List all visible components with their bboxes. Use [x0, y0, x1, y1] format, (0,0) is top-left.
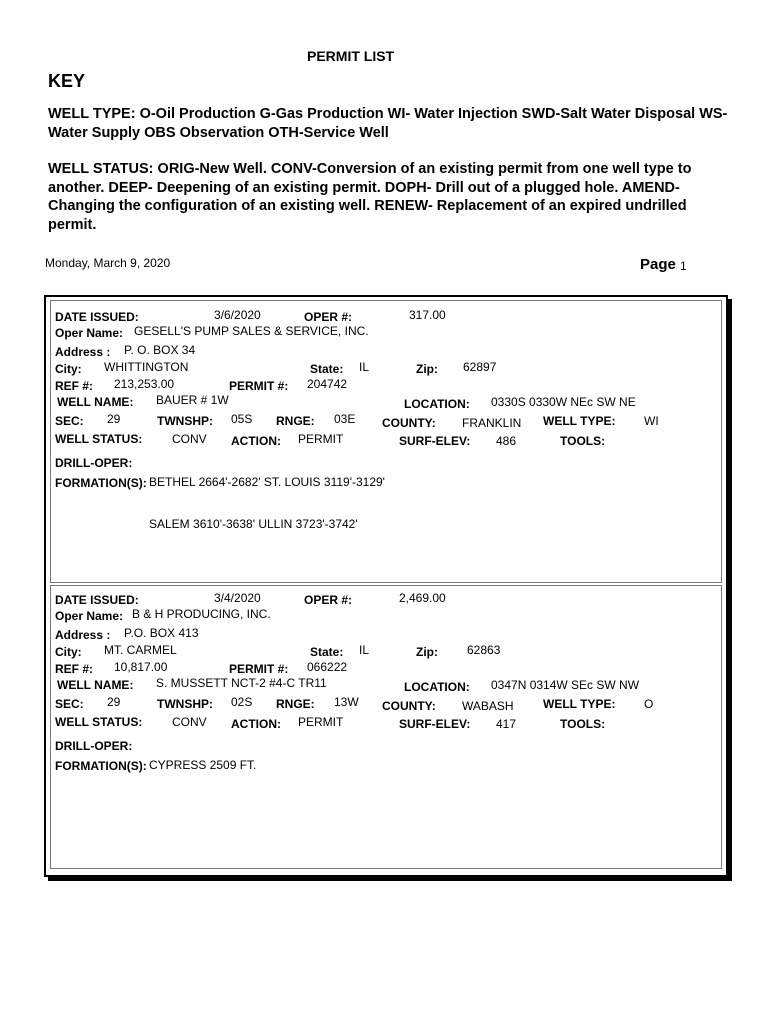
action-label: ACTION:: [231, 717, 281, 731]
well-name-value: S. MUSSETT NCT-2 #4-C TR11: [156, 676, 327, 690]
date-issued-value: 3/6/2020: [214, 308, 261, 322]
county-label: COUNTY:: [382, 416, 436, 430]
surf-elev-label: SURF-ELEV:: [399, 434, 471, 448]
state-label: State:: [310, 362, 344, 376]
well-status-legend: WELL STATUS: ORIG-New Well. CONV-Conversion of an existing permit from one well type to another. DEEP- Deepening of an existing permit. DOPH- Drill out of a plugged hole. AMEND-Changing the configuration of an existing well. RENEW- Replacement of an expired undrilled permit.: [48, 161, 692, 233]
rnge-value: 13W: [334, 695, 359, 709]
twnshp-value: 05S: [231, 412, 253, 426]
ref-value: 10,817.00: [114, 660, 168, 674]
rnge-label: RNGE:: [276, 414, 315, 428]
well-name-label: WELL NAME:: [57, 678, 134, 692]
county-label: COUNTY:: [382, 699, 436, 713]
drill-oper-label: DRILL-OPER:: [55, 739, 133, 753]
well-name-value: BAUER # 1W: [156, 393, 229, 407]
tools-label: TOOLS:: [560, 434, 606, 448]
well-status-value: CONV: [172, 432, 207, 446]
well-type-legend: WELL TYPE: O-Oil Production G-Gas Production WI- Water Injection SWD-Salt Water Disposal WS-Water Supply OBS Observation OTH-Service Well: [48, 106, 728, 141]
key-heading: KEY: [48, 71, 86, 91]
location-value: 0347N 0314W SEc SW NW: [491, 678, 640, 692]
report-date: Monday, March 9, 2020: [45, 256, 171, 270]
permit-label: PERMIT #:: [229, 379, 289, 393]
address-label: Address :: [55, 345, 111, 359]
permit-record: [50, 585, 722, 869]
oper-num-label: OPER #:: [304, 310, 353, 324]
zip-label: Zip:: [416, 362, 438, 376]
surf-elev-value: 417: [496, 717, 517, 731]
well-status-label: WELL STATUS:: [55, 432, 143, 446]
surf-elev-value: 486: [496, 434, 517, 448]
zip-value: 62897: [463, 360, 497, 374]
oper-name-label: Oper Name:: [55, 326, 124, 340]
address-value: P. O. BOX 34: [124, 343, 196, 357]
action-value: PERMIT: [298, 715, 344, 729]
state-value: IL: [359, 643, 370, 657]
oper-num-value: 2,469.00: [399, 591, 446, 605]
surf-elev-label: SURF-ELEV:: [399, 717, 471, 731]
ref-label: REF #:: [55, 379, 94, 393]
permit-value: 204742: [307, 377, 348, 391]
permit-label: PERMIT #:: [229, 662, 289, 676]
state-value: IL: [359, 360, 370, 374]
well-type-label: WELL TYPE:: [543, 697, 616, 711]
permit-list-panel: [44, 295, 728, 877]
page-number: 1: [680, 259, 687, 273]
permit-value: 066222: [307, 660, 348, 674]
oper-num-label: OPER #:: [304, 593, 353, 607]
oper-name-value: GESELL'S PUMP SALES & SERVICE, INC.: [134, 324, 369, 338]
ref-value: 213,253.00: [114, 377, 175, 391]
address-value: P.O. BOX 413: [124, 626, 199, 640]
tools-label: TOOLS:: [560, 717, 606, 731]
well-type-value: O: [644, 697, 654, 711]
zip-label: Zip:: [416, 645, 438, 659]
well-type-value: WI: [644, 414, 659, 428]
location-value: 0330S 0330W NEc SW NE: [491, 395, 636, 409]
sec-label: SEC:: [55, 414, 84, 428]
drill-oper-label: DRILL-OPER:: [55, 456, 133, 470]
well-status-label: WELL STATUS:: [55, 715, 143, 729]
location-label: LOCATION:: [404, 397, 470, 411]
twnshp-value: 02S: [231, 695, 253, 709]
city-value: WHITTINGTON: [104, 360, 189, 374]
oper-name-value: B & H PRODUCING, INC.: [132, 607, 271, 621]
county-value: FRANKLIN: [462, 416, 522, 430]
formations-line-1: CYPRESS 2509 FT.: [149, 758, 257, 772]
city-label: City:: [55, 362, 82, 376]
zip-value: 62863: [467, 643, 501, 657]
well-type-label: WELL TYPE:: [543, 414, 616, 428]
formations-line-2: SALEM 3610'-3638' ULLIN 3723'-3742': [149, 517, 358, 531]
formations-label: FORMATION(S):: [55, 759, 147, 773]
rnge-label: RNGE:: [276, 697, 315, 711]
rnge-value: 03E: [334, 412, 356, 426]
formations-label: FORMATION(S):: [55, 476, 147, 490]
well-name-label: WELL NAME:: [57, 395, 134, 409]
page-title: PERMIT LIST: [307, 48, 395, 64]
address-label: Address :: [55, 628, 111, 642]
formations-line-1: BETHEL 2664'-2682' ST. LOUIS 3119'-3129': [149, 475, 385, 489]
date-issued-label: DATE ISSUED:: [55, 593, 139, 607]
date-issued-label: DATE ISSUED:: [55, 310, 139, 324]
date-issued-value: 3/4/2020: [214, 591, 261, 605]
sec-value: 29: [107, 412, 121, 426]
page-label: Page: [640, 256, 676, 273]
twnshp-label: TWNSHP:: [157, 697, 213, 711]
permit-record: [50, 300, 722, 583]
location-label: LOCATION:: [404, 680, 470, 694]
well-status-value: CONV: [172, 715, 207, 729]
twnshp-label: TWNSHP:: [157, 414, 213, 428]
action-label: ACTION:: [231, 434, 281, 448]
oper-num-value: 317.00: [409, 308, 446, 322]
action-value: PERMIT: [298, 432, 344, 446]
county-value: WABASH: [462, 699, 514, 713]
ref-label: REF #:: [55, 662, 94, 676]
city-label: City:: [55, 645, 82, 659]
state-label: State:: [310, 645, 344, 659]
oper-name-label: Oper Name:: [55, 609, 124, 623]
city-value: MT. CARMEL: [104, 643, 177, 657]
sec-label: SEC:: [55, 697, 84, 711]
sec-value: 29: [107, 695, 121, 709]
